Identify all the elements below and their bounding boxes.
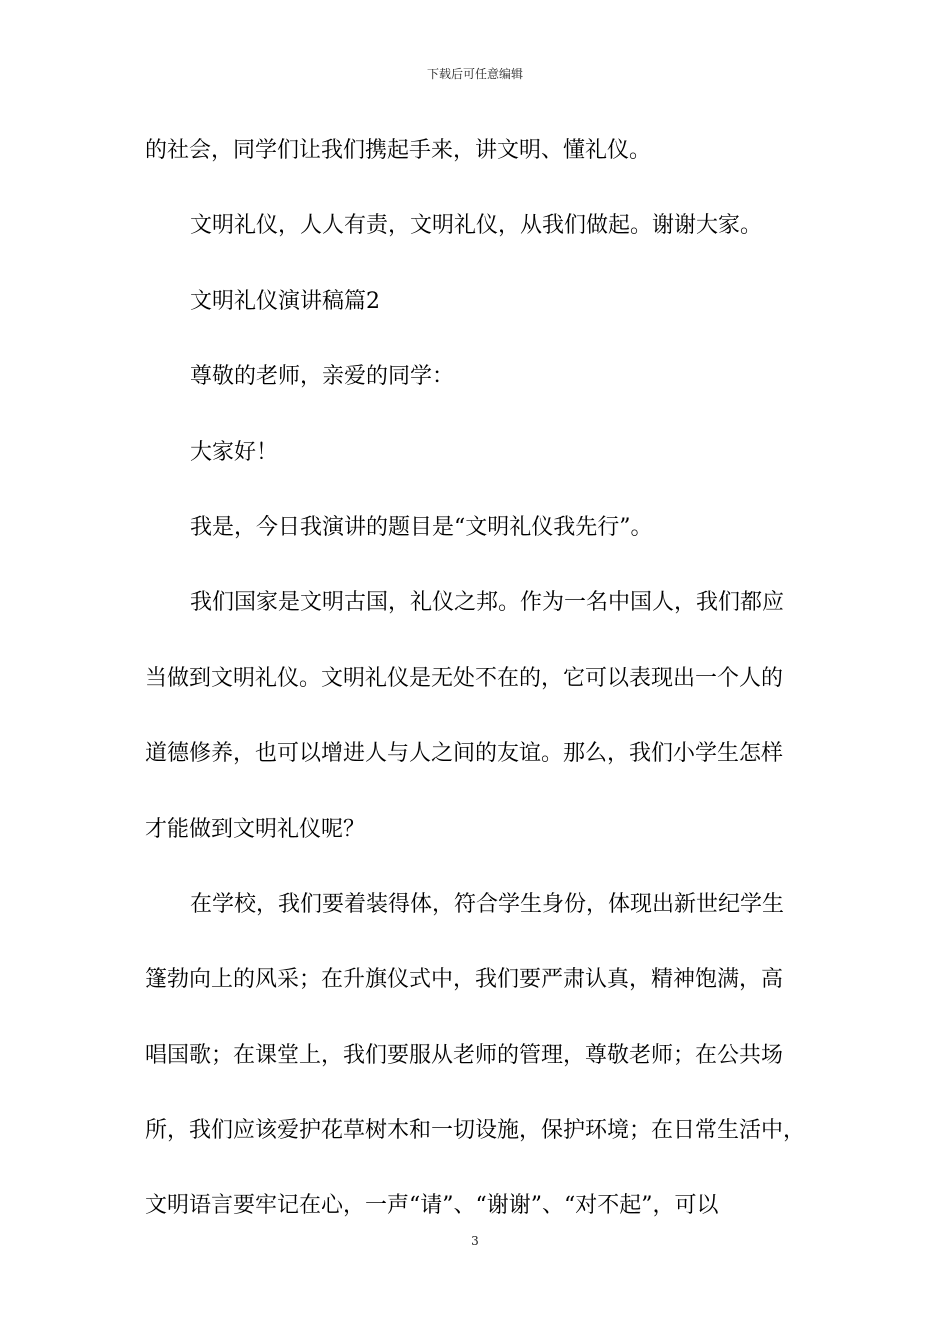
document-body (145, 132, 810, 1263)
text-line-10: 才能做到文明礼仪呢？ (145, 816, 366, 842)
text-line-8: 当做到文明礼仪。文明礼仪是无处不在的，它可以表现出一个人的 (145, 665, 784, 691)
text-line-9: 道德修养，也可以增进人与人之间的友谊。那么，我们小学生怎样 (145, 741, 784, 767)
text-line-11: 在学校，我们要着装得体，符合学生身份，体现出新世纪学生 (190, 891, 785, 917)
text-line-13: 唱国歌；在课堂上，我们要服从老师的管理，尊敬老师；在公共场 (145, 1042, 784, 1068)
text-line-2: 文明礼仪，人人有责，文明礼仪，从我们做起。谢谢大家。 (190, 213, 763, 239)
text-line-14: 所，我们应该爱护花草树木和一切设施，保护环境；在日常生活中， (145, 1118, 806, 1144)
text-line-15: 文明语言要牢记在心，一声“请”、“谢谢”、“对不起”，可以 (145, 1193, 719, 1219)
text-line-12: 篷勃向上的风采；在升旗仪式中，我们要严肃认真，精神饱满，高 (145, 967, 784, 993)
page-number: 3 (471, 1234, 479, 1248)
text-line-6: 我是，今日我演讲的题目是“文明礼仪我先行”。 (190, 514, 653, 540)
text-line-1: 的社会，同学们让我们携起手来，讲文明、懂礼仪。 (145, 138, 652, 163)
page-header: 下载后可任意编辑 (426, 67, 523, 81)
text-line-7: 我们国家是文明古国，礼仪之邦。作为一名中国人，我们都应 (190, 590, 785, 616)
salutation: 尊敬的老师，亲爱的同学： (190, 364, 455, 390)
greeting: 大家好！ (190, 439, 279, 465)
section-heading: 文明礼仪演讲稿篇2 (190, 288, 380, 314)
